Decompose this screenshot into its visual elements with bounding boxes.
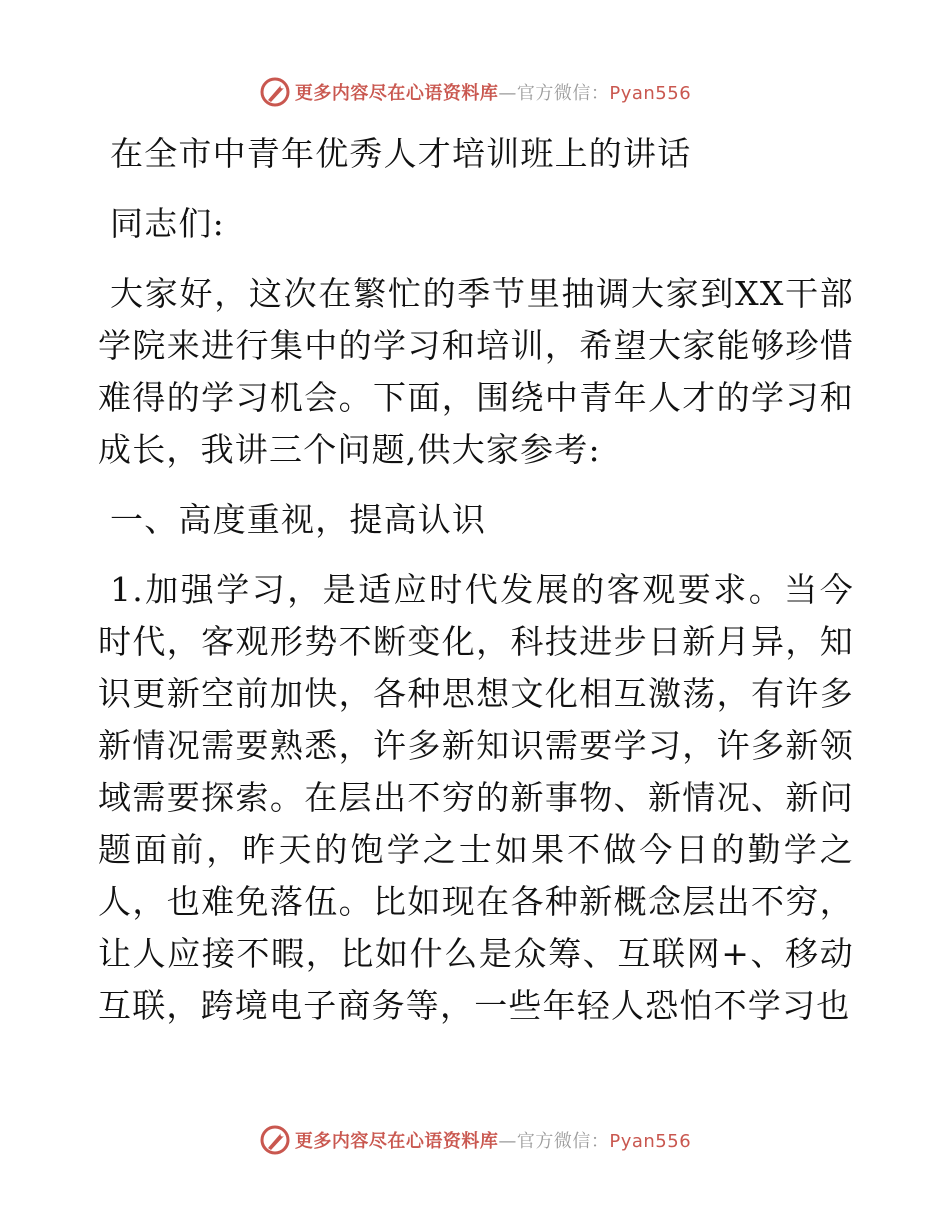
pen-logo-icon [259, 76, 291, 108]
document-body [98, 122, 854, 1032]
pen-logo-icon [259, 1124, 291, 1156]
section-heading-1: 一、高度重视，提高认识 [110, 500, 487, 539]
greeting: 同志们: [110, 204, 225, 243]
paragraph-intro: 大家好，这次在繁忙的季节里抽调大家到XX干部学院来进行集中的学习和培训，希望大家能够珍惜难得的学习机会。下面，围绕中青年人才的学习和成长，我讲三个问题,供大家参考: [98, 274, 854, 469]
watermark-header [0, 72, 950, 112]
watermark-text: 更多内容尽在心语资料库—官方微信：Pyan556 [294, 83, 692, 104]
paragraph-section-1: 1.加强学习，是适应时代发展的客观要求。当今时代，客观形势不断变化，科技进步日新月异，知识更新空前加快，各种思想文化相互激荡，有许多新情况需要熟悉，许多新知识需要学习，许多新领域需要探索。在层出不穷的新事物、新情况、新问题面前，昨天的饱学之士如果不做今日的勤学之人，也难免落伍。比如现在各种新概念层出不穷，让人应接不暇，比如什么是众筹、互联网+、移动互联，跨境电子商务等，一些年轻人恐怕不学习也 [98, 570, 854, 1025]
watermark-text: 更多内容尽在心语资料库—官方微信：Pyan556 [294, 1131, 692, 1152]
watermark-footer [0, 1120, 950, 1160]
document-title: 在全市中青年优秀人才培训班上的讲话 [110, 134, 692, 173]
